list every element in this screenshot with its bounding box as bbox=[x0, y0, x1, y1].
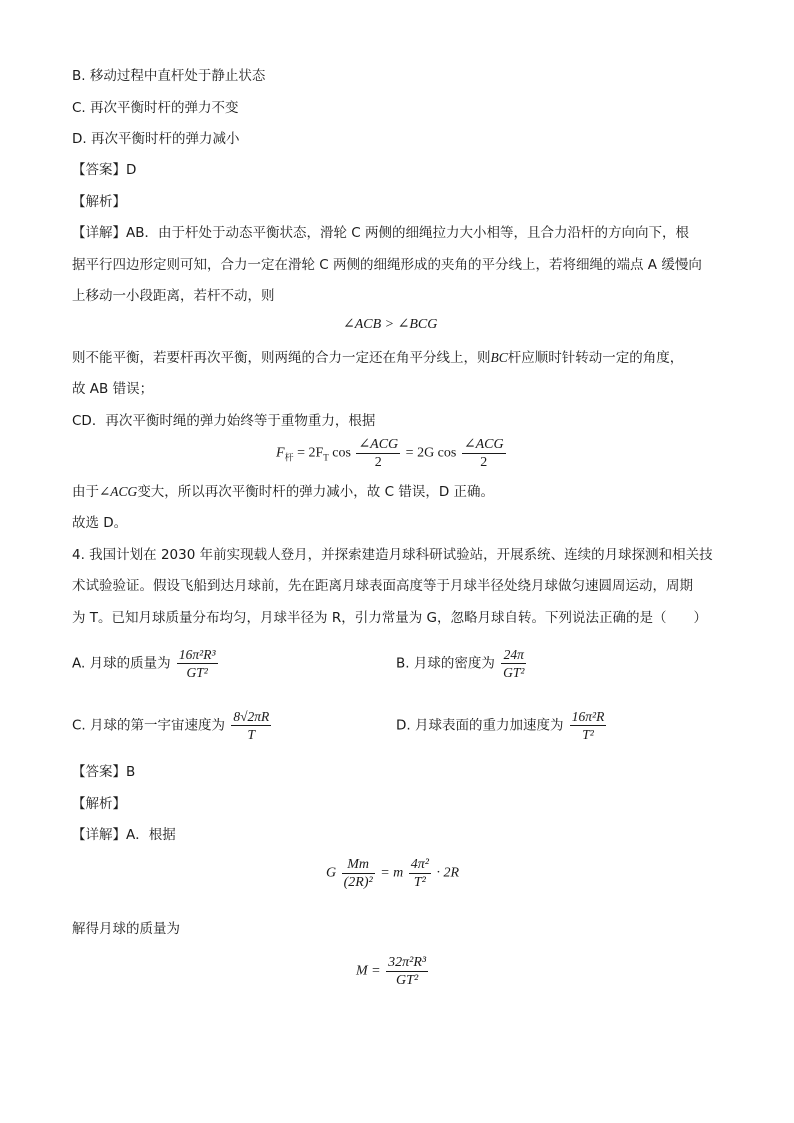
rod-force-equation: $F_杆 = 2F_T$ cos $\frac{\text{∠ACG}}{2}$ = 2G cos $\frac{\text{∠ACG}}{2}$ bbox=[276, 437, 504, 470]
question-4-stem: 4. 我国计划在 2030 年前实现载人登月，并探索建造月球科研试验站，开展系统、连续的月球探测和相关技 bbox=[72, 547, 713, 563]
explanation-line: 上移动一小段距离，若杆不动，则 bbox=[72, 288, 275, 304]
option-d-q4: D. 月球表面的重力加速度为 $\frac{\text{16π²R}}{\text{T²}}$ bbox=[396, 709, 605, 742]
option-b-q3: B. 移动过程中直杆处于静止状态 bbox=[72, 68, 266, 84]
option-d-q3: D. 再次平衡时杆的弹力减小 bbox=[72, 131, 240, 147]
explanation-line: CD．再次平衡时绳的弹力始终等于重物重力，根据 bbox=[72, 413, 376, 429]
gravitation-equation: G $\frac{Mm}{\text{(2R)²}}$ = m $\frac{\text{4π²}}{\text{T²}}$ · 2R bbox=[326, 857, 460, 890]
explanation-line: 由于∠ACG变大，所以再次平衡时杆的弹力减小，故 C 错误，D 正确。 bbox=[72, 484, 495, 500]
question-4-stem: 术试验验证。假设飞船到达月球前，先在距离月球表面高度等于月球半径处绕月球做匀速圆周运动，周期 bbox=[72, 578, 693, 594]
explanation-line: 故选 D。 bbox=[72, 515, 128, 531]
explanation-line: 故 AB 错误； bbox=[72, 381, 154, 397]
option-b-q4: B. 月球的密度为 $\frac{24\pi}{\text{GT²}}$ bbox=[396, 647, 525, 680]
explanation-line: 则不能平衡，若要杆再次平衡，则两绳的合力一定还在角平分线上，则BC杆应顺时针转动一定的角度， bbox=[72, 350, 684, 366]
explanation-line: 【详解】A．根据 bbox=[72, 827, 176, 843]
analysis-heading-q4: 【解析】 bbox=[72, 796, 126, 812]
angle-inequality: ∠ACB > ∠BCG bbox=[343, 317, 438, 332]
mass-equation: M = $\frac{\text{32π²R³}}{\text{GT²}}$ bbox=[356, 955, 427, 988]
explanation-line: 解得月球的质量为 bbox=[72, 921, 180, 937]
option-a-q4: A. 月球的质量为 $\frac{\text{16π²R³}}{\text{GT²}}$ bbox=[72, 647, 216, 680]
analysis-heading-q3: 【解析】 bbox=[72, 194, 126, 210]
answer-q4: 【答案】B bbox=[72, 764, 136, 780]
explanation-line: 据平行四边形定则可知，合力一定在滑轮 C 两侧的细绳形成的夹角的平分线上，若将细绳的端点 A 缓慢向 bbox=[72, 257, 702, 273]
explanation-line: 【详解】AB．由于杆处于动态平衡状态，滑轮 C 两侧的细绳拉力大小相等，且合力沿杆的方向向下，根 bbox=[72, 225, 690, 241]
option-c-q3: C. 再次平衡时杆的弹力不变 bbox=[72, 100, 239, 116]
answer-q3: 【答案】D bbox=[72, 162, 137, 178]
question-4-stem: 为 T。已知月球质量分布均匀，月球半径为 R，引力常量为 G，忽略月球自转。下列说法正确的是（ ） bbox=[72, 610, 707, 626]
option-c-q4: C. 月球的第一宇宙速度为 $\frac{8√2\pi R}{T}$ bbox=[72, 709, 270, 742]
